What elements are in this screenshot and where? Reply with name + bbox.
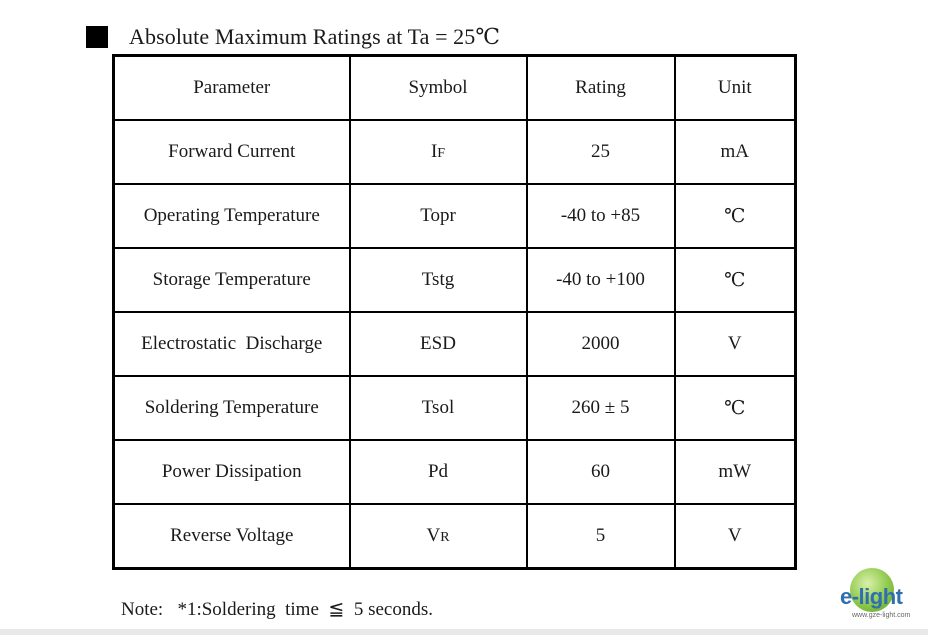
rating-cell: 25 [527, 120, 675, 184]
symbol-cell [350, 120, 527, 184]
unit-cell: ℃ [675, 248, 796, 312]
table-row [114, 120, 796, 184]
symbol-cell [350, 504, 527, 569]
unit-cell: ℃ [675, 184, 796, 248]
logo-wordmark: e-light [840, 584, 903, 609]
footnote: Note: *1:Soldering time ≦ 5 seconds. [121, 599, 433, 620]
table-row [114, 184, 796, 248]
parameter-cell: Electrostatic Discharge [114, 312, 350, 376]
rating-cell: -40 to +85 [527, 184, 675, 248]
parameter-cell: Power Dissipation [114, 440, 350, 504]
logo-url: www.gze-light.com [852, 612, 911, 619]
unit-cell: mW [675, 440, 796, 504]
rating-cell: 2000 [527, 312, 675, 376]
ratings-table [112, 54, 797, 570]
header-rating: Rating [527, 56, 675, 121]
bottom-edge-strip [0, 629, 928, 635]
symbol-main: Tstg [421, 269, 455, 290]
rating-cell: 60 [527, 440, 675, 504]
symbol-cell [350, 184, 527, 248]
table-row [114, 440, 796, 504]
symbol-cell [350, 440, 527, 504]
rating-cell: -40 to +100 [527, 248, 675, 312]
unit-cell: mA [675, 120, 796, 184]
section-heading [86, 24, 500, 50]
table-row [114, 376, 796, 440]
symbol-subscript: R [440, 530, 450, 545]
table-row [114, 504, 796, 569]
table-header-row [114, 56, 796, 121]
header-parameter: Parameter [114, 56, 350, 121]
symbol-main: I [430, 141, 438, 162]
symbol-main: Topr [420, 205, 456, 226]
symbol-cell [350, 376, 527, 440]
symbol-cell [350, 248, 527, 312]
symbol-main: V [426, 525, 441, 546]
header-unit: Unit [675, 56, 796, 121]
square-bullet-icon [86, 26, 108, 48]
parameter-cell: Operating Temperature [114, 184, 350, 248]
rating-cell: 260 ± 5 [527, 376, 675, 440]
unit-cell: ℃ [675, 376, 796, 440]
symbol-main: Pd [427, 461, 449, 482]
unit-cell: V [675, 312, 796, 376]
rating-cell: 5 [527, 504, 675, 569]
parameter-cell: Forward Current [114, 120, 350, 184]
parameter-cell: Reverse Voltage [114, 504, 350, 569]
parameter-cell: Soldering Temperature [114, 376, 350, 440]
unit-cell: V [675, 504, 796, 569]
symbol-cell [350, 312, 527, 376]
parameter-cell: Storage Temperature [114, 248, 350, 312]
table-row [114, 248, 796, 312]
table-row [114, 312, 796, 376]
heading-title: Absolute Maximum Ratings at Ta = 25℃ [129, 24, 501, 49]
symbol-main: Tsol [421, 397, 455, 418]
symbol-main: ESD [420, 333, 456, 354]
symbol-subscript: F [437, 146, 446, 161]
e-light-logo [838, 566, 926, 628]
header-symbol: Symbol [350, 56, 527, 121]
